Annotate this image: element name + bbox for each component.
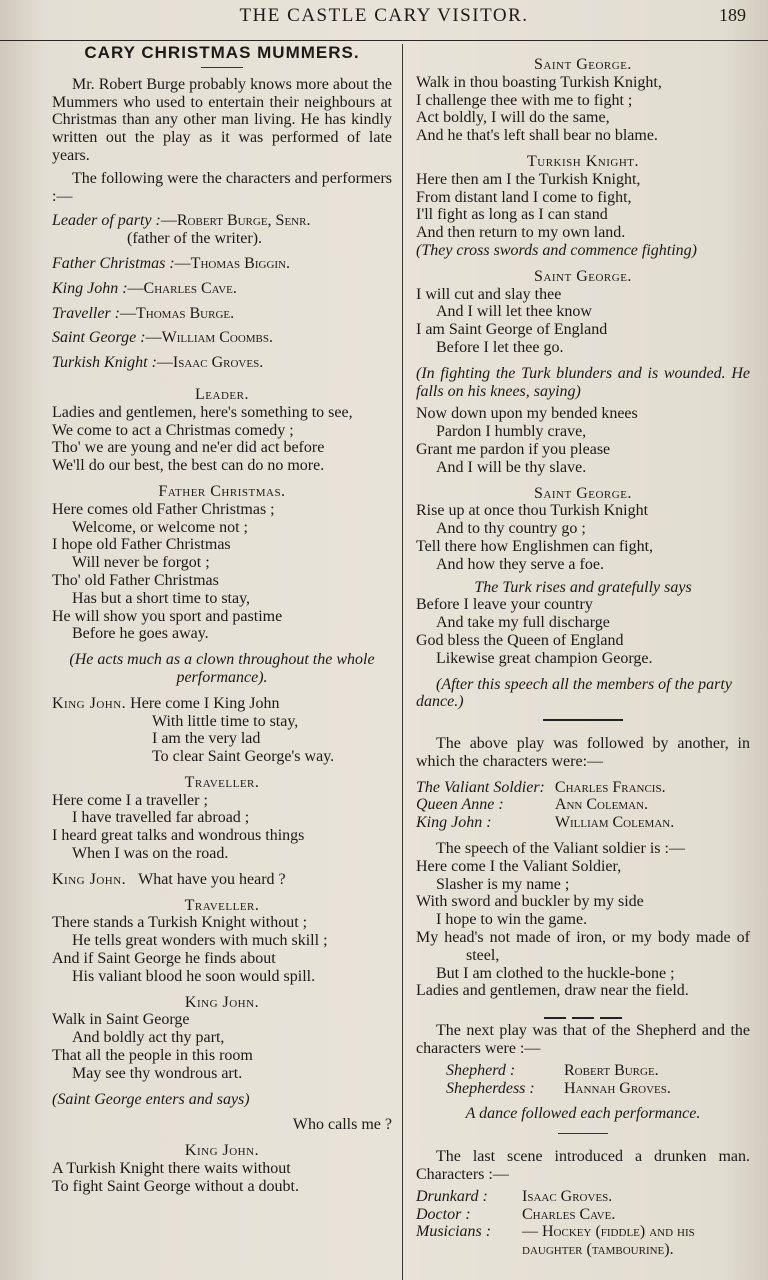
cast-intro: The following were the characters and performers :— xyxy=(52,169,392,205)
verse-line: There stands a Turkish Knight without ; xyxy=(52,914,308,932)
cast-role: Doctor : xyxy=(416,1205,471,1223)
verse-line: Walk in thou boasting Turkish Knight, xyxy=(416,73,662,91)
verse-line: I am Saint George of England xyxy=(416,321,608,339)
cast-entry xyxy=(416,779,674,797)
verse-line: I challenge thee with me to fight ; xyxy=(416,91,633,109)
article-title: CARY CHRISTMAS MUMMERS. xyxy=(84,43,360,62)
verse-line: Ladies and gentlemen, draw near the field. xyxy=(416,982,689,1000)
third-play-cast xyxy=(446,1062,671,1098)
cast-performer: Robert Burge. xyxy=(564,1061,659,1079)
verse-line: Ladies and gentlemen, here's something to see, xyxy=(52,403,353,421)
cast-entry xyxy=(416,1223,750,1259)
verse-line: Before he goes away. xyxy=(72,625,209,643)
cast-performer: — Hockey (fiddle) and his daughter (tambourine). xyxy=(522,1223,695,1259)
verse-line: Here come I the Valiant Soldier, xyxy=(416,857,622,875)
cast-entry xyxy=(416,814,674,832)
verse-line: I will cut and slay thee xyxy=(416,285,562,303)
running-title: THE CASTLE CARY VISITOR. xyxy=(239,5,529,26)
verse-line: Now down upon my bended knees xyxy=(416,405,638,423)
verse-line: A Turkish Knight there waits without xyxy=(52,1160,291,1178)
verse-line: With little time to stay, xyxy=(152,712,299,730)
verse-line: Likewise great champion George. xyxy=(436,649,653,667)
verse-line: I'll fight as long as I can stand xyxy=(416,206,608,224)
verse-line: Here comes old Father Christmas ; xyxy=(52,500,275,518)
speaker-heading: Saint George. xyxy=(534,56,632,73)
verse-line: From distant land I come to fight, xyxy=(416,188,632,206)
cast-entry xyxy=(52,280,392,298)
verse-line: Who calls me ? xyxy=(292,1116,392,1134)
cast-performer: Ann Coleman. xyxy=(554,796,649,814)
verse-line: Tho' old Father Christmas xyxy=(52,571,219,589)
verse-line: Before I let thee go. xyxy=(436,338,564,356)
speaker-heading: Father Christmas. xyxy=(158,482,286,500)
verse-line: We'll do our best, the best can do no more. xyxy=(52,457,325,475)
cast-entry xyxy=(416,1206,750,1224)
verse-line: Slasher is my name ; xyxy=(436,875,570,893)
verse-line: My head's not made of iron, or my body made of steel, xyxy=(416,929,750,964)
verse-line: And then return to my own land. xyxy=(416,224,626,242)
page-number: 189 xyxy=(719,5,746,25)
speaker-heading: Saint George. xyxy=(534,267,632,285)
speech-intro: The speech of the Valiant soldier is :— xyxy=(436,840,685,858)
cast-role: The Valiant Soldier: xyxy=(416,778,545,796)
left-column xyxy=(52,44,392,1280)
intro-paragraph: Mr. Robert Burge probably knows more about the Mummers who used to entertain their neighbours at Christmas than any other man living. He has kindly written out the play as it was performed of late years. xyxy=(52,75,392,164)
verse-line: And take my full discharge xyxy=(436,614,610,632)
cast-entry xyxy=(446,1080,671,1098)
stage-direction: (Saint George enters and says) xyxy=(52,1090,250,1108)
speaker-heading: Saint George. xyxy=(534,484,632,502)
verse-line: Grant me pardon if you please xyxy=(416,440,611,458)
verse-line: To clear Saint George's way. xyxy=(152,748,335,766)
cast-role: Turkish Knight : xyxy=(52,354,157,372)
cast-role: Leader of party : xyxy=(52,212,161,230)
verse-line: And he that's left shall bear no blame. xyxy=(416,127,658,145)
verse-line: When I was on the road. xyxy=(72,845,229,863)
speaker-heading: King John. xyxy=(184,993,260,1011)
stage-direction: (They cross swords and commence fighting) xyxy=(416,241,697,259)
verse-line: And how they serve a foe. xyxy=(436,555,604,573)
verse-line: Has but a short time to stay, xyxy=(72,589,251,607)
cast-performer: Charles Cave. xyxy=(522,1205,616,1223)
cast-performer: William Coleman. xyxy=(554,814,675,832)
section-rule xyxy=(543,719,623,721)
verse-line: God bless the Queen of England xyxy=(416,631,624,649)
cast-entry xyxy=(416,1188,750,1206)
speaker-heading: King John. xyxy=(184,1142,260,1160)
verse-line: That all the people in this room xyxy=(52,1047,253,1065)
verse-line: With sword and buckler by my side xyxy=(416,893,644,911)
cast-role: Queen Anne : xyxy=(416,796,504,814)
verse-line: We come to act a Christmas comedy ; xyxy=(52,421,294,439)
cast-role: King John : xyxy=(52,279,128,297)
verse-line: To fight Saint George without a doubt. xyxy=(52,1177,299,1195)
verse-line: I heard great talks and wondrous things xyxy=(52,827,305,845)
stage-direction: (He acts much as a clown throughout the whole performance). xyxy=(69,651,375,686)
verse-line: Will never be forgot ; xyxy=(72,554,210,572)
verse-line: I hope to win the game. xyxy=(436,911,588,929)
verse-line: He will show you sport and pastime xyxy=(52,607,283,625)
cast-entry xyxy=(446,1062,671,1080)
cast-role: Saint George : xyxy=(52,329,146,347)
verse-line: Act boldly, I will do the same, xyxy=(416,109,610,127)
cast-performer: —Thomas Burge. xyxy=(120,304,235,322)
second-play-intro: The above play was followed by another, in which the characters were:— xyxy=(416,735,750,770)
verse-line: He tells great wonders with much skill ; xyxy=(72,932,328,950)
verse-line: Here come I a traveller ; xyxy=(52,791,208,809)
cast-note: (father of the writer). xyxy=(127,230,263,248)
verse-line: May see thy wondrous art. xyxy=(72,1064,243,1082)
cast-list xyxy=(52,212,392,372)
right-column xyxy=(416,44,750,1280)
cast-entry xyxy=(52,255,392,273)
speaker-heading: Traveller. xyxy=(184,773,260,791)
verse-line: But I am clothed to the huckle-bone ; xyxy=(436,964,675,982)
cast-entry xyxy=(416,796,674,814)
speaker-heading: Turkish Knight. xyxy=(527,152,639,170)
stage-direction: The Turk rises and gratefully says xyxy=(474,578,692,596)
cast-entry xyxy=(52,354,392,372)
verse-line: Walk in Saint George xyxy=(52,1011,190,1029)
section-separator xyxy=(416,1008,750,1014)
cast-role: Musicians : xyxy=(416,1223,492,1241)
cast-performer: Hannah Groves. xyxy=(564,1079,671,1097)
verse-line: Welcome, or welcome not ; xyxy=(72,518,248,536)
cast-performer: —Robert Burge, Senr. xyxy=(160,212,311,230)
cast-entry xyxy=(52,212,392,230)
verse-line: I have travelled far abroad ; xyxy=(72,809,250,827)
cast-performer: Isaac Groves. xyxy=(522,1187,613,1205)
verse-line: Here then am I the Turkish Knight, xyxy=(416,170,641,188)
verse-line: I am the very lad xyxy=(152,730,261,748)
verse-line: Tho' we are young and ne'er did act before xyxy=(52,439,325,457)
cast-entry xyxy=(52,329,392,347)
verse-line: Pardon I humbly crave, xyxy=(436,423,587,441)
last-scene-intro: The last scene introduced a drunken man. Characters :— xyxy=(416,1148,750,1184)
stage-direction: (After this speech all the members of the party dance.) xyxy=(416,675,732,711)
verse-line: And boldly act thy part, xyxy=(72,1029,225,1047)
verse-line: And I will be thy slave. xyxy=(436,458,587,476)
stage-direction: (In fighting the Turk blunders and is wounded. He falls on his knees, saying) xyxy=(416,364,750,400)
cast-role: Father Christmas : xyxy=(52,254,175,272)
cast-role: Shepherd : xyxy=(446,1061,516,1079)
cast-performer: —Charles Cave. xyxy=(127,279,237,297)
last-scene-cast xyxy=(416,1188,750,1259)
cast-role: King John : xyxy=(416,814,492,832)
cast-role: Shepherdess : xyxy=(446,1079,535,1097)
verse-line: And if Saint George he finds about xyxy=(52,950,276,968)
verse-line: Rise up at once thou Turkish Knight xyxy=(416,502,649,520)
second-play-cast xyxy=(416,779,674,832)
speech xyxy=(52,695,392,713)
verse-line: Here come I King John xyxy=(130,694,280,712)
verse-line: His valiant blood he soon would spill. xyxy=(72,967,316,985)
cast-role: Drunkard : xyxy=(416,1187,488,1205)
cast-performer: Charles Francis. xyxy=(554,778,666,796)
speaker-heading: Leader. xyxy=(195,385,249,403)
section-rule-short xyxy=(558,1133,608,1134)
dance-note: A dance followed each performance. xyxy=(465,1105,701,1123)
cast-performer: —Thomas Biggin. xyxy=(174,254,291,272)
verse-line: Before I leave your country xyxy=(416,596,593,614)
speaker-inline: King John. xyxy=(52,694,127,712)
cast-entry xyxy=(52,305,392,323)
column-divider xyxy=(402,44,403,1280)
verse-line: And to thy country go ; xyxy=(436,520,586,538)
third-play-intro: The next play was that of the Shepherd and the characters were :— xyxy=(416,1022,750,1058)
title-rule xyxy=(201,67,243,68)
verse-line: Tell there how Englishmen can fight, xyxy=(416,537,654,555)
cast-role: Traveller : xyxy=(52,304,120,322)
speech xyxy=(52,871,392,889)
speaker-heading: Traveller. xyxy=(184,896,260,914)
cast-performer: —Isaac Groves. xyxy=(156,354,264,372)
speaker-inline: King John. xyxy=(52,870,127,888)
verse-line: I hope old Father Christmas xyxy=(52,536,231,554)
cast-performer: —William Coombs. xyxy=(145,329,273,347)
running-header xyxy=(0,0,768,41)
verse-line: And I will let thee know xyxy=(436,303,592,321)
verse-line: What have you heard ? xyxy=(138,870,286,888)
